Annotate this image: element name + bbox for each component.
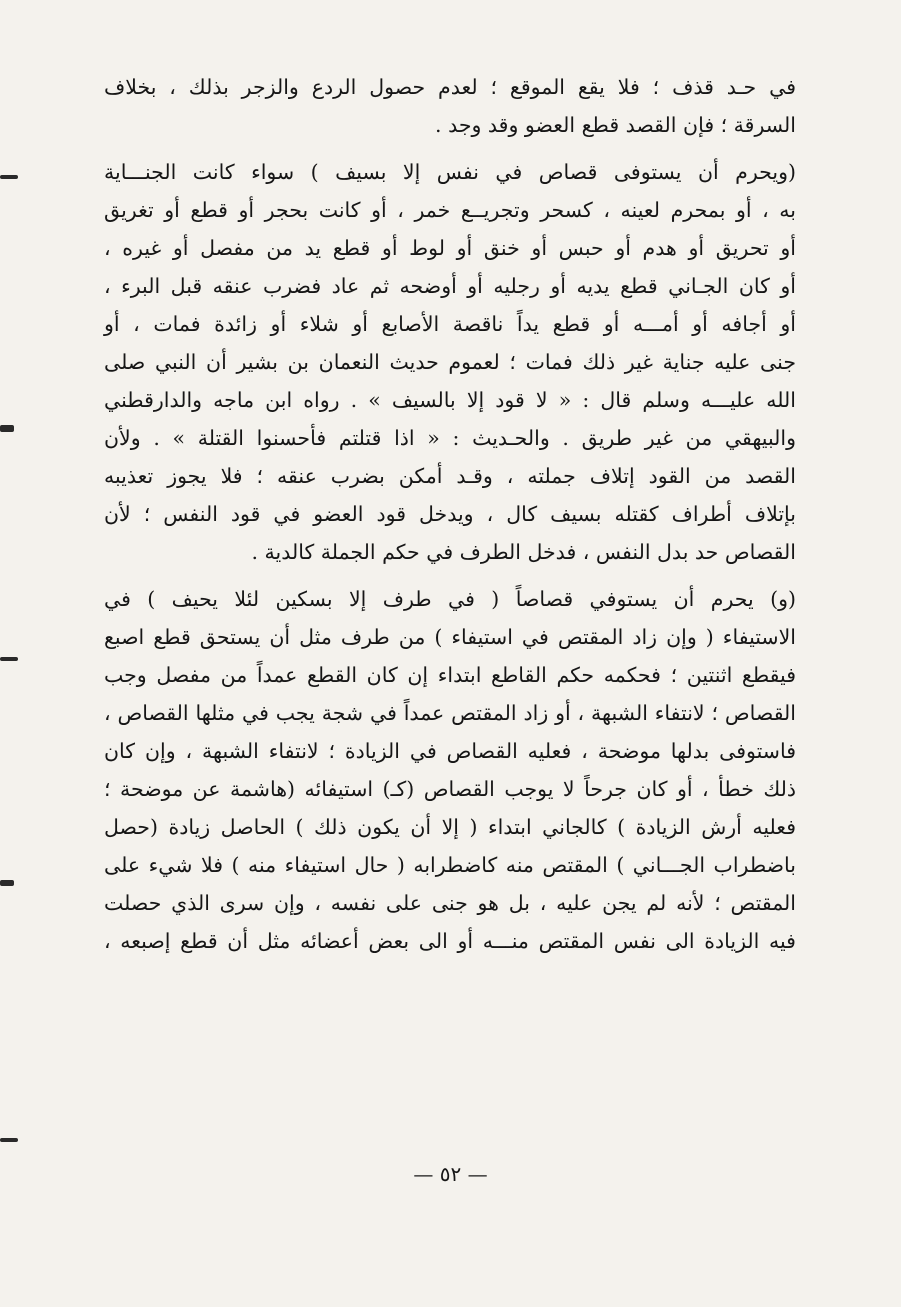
paragraph-2 [104,153,796,571]
page-number: — ٥٢ — [413,1162,488,1186]
text-line: أو تحريق أو هدم أو حبس أو خنق أو لوط أو قطع يد من مفصل أو غيره ، [104,236,796,260]
text-line: السرقة ؛ فإن القصد قطع العضو وقد وجد . [435,113,796,137]
margin-mark [0,425,14,432]
text-line: فاستوفى بدلها موضحة ، فعليه القصاص في الزيادة ؛ لانتفاء الشبهة ، وإن كان [104,739,796,763]
margin-mark [0,175,18,179]
text-line: فيه الزيادة الى نفس المقتص منـــه أو الى بعض أعضائه مثل أن قطع إصبعه ، [104,929,796,953]
paragraph-3 [104,580,796,960]
margin-mark [0,880,14,886]
text-line: أو كان الجـاني قطع يديه أو رجليه أو أوضحه ثم عاد فضرب عنقه قبل البرء ، [104,274,796,298]
text-line: الاستيفاء ( وإن زاد المقتص في استيفاء ) من طرف مثل أن يستحق قطع اصبع [104,625,796,649]
text-line: الله عليـــه وسلم قال : « لا قود إلا بالسيف » . رواه ابن ماجه والدارقطني [104,388,796,412]
text-line: باضطراب الجـــاني ) المقتص منه كاضطرابه ( حال استيفاء منه ) فلا شيء على [104,853,796,877]
text-line: المقتص ؛ لأنه لم يجن عليه ، بل هو جنى على نفسه ، وإن سرى الذي حصلت [104,891,796,915]
text-line: (ويحرم أن يستوفى قصاص في نفس إلا بسيف ) سواء كانت الجنـــاية [104,160,796,184]
page-body [104,68,796,960]
margin-mark [0,657,18,661]
text-line: جنى عليه جناية غير ذلك فمات ؛ لعموم حديث النعمان بن بشير أن النبي صلى [104,350,796,374]
margin-mark [0,1138,18,1142]
text-line: به ، أو بمحرم لعينه ، كسحر وتجريــع خمر ، أو كانت بحجر أو قطع أو تغريق [104,198,796,222]
text-line: أو أجافه أو أمـــه أو قطع يداً ناقصة الأصابع أو شلاء أو زائدة فمات ، أو [104,312,796,336]
text-line: (و) يحرم أن يستوفي قصاصاً ( في طرف إلا بسكين لئلا يحيف ) في [104,587,796,611]
text-line: والبيهقي من غير طريق . والحـديث : « اذا قتلتم فأحسنوا القتلة » . ولأن [104,426,796,450]
text-line: ذلك خطأ ، أو كان جرحاً لا يوجب القصاص (كـ) استيفائه (هاشمة عن موضحة ؛ [104,777,796,801]
text-line: القصاص حد بدل النفس ، فدخل الطرف في حكم الجملة كالدية . [251,540,796,564]
text-line: القصد من القود إتلاف جملته ، وقـد أمكن بضرب عنقه ؛ فلا يجوز تعذيبه [104,464,796,488]
paragraph-1 [104,68,796,144]
text-line: فيقطع اثنتين ؛ فحكمه حكم القاطع ابتداء إن كان القطع عمداً من مفصل وجب [104,663,796,687]
text-line: في حـد قذف ؛ فلا يقع الموقع ؛ لعدم حصول الردع والزجر بذلك ، بخلاف [104,75,796,99]
text-line: القصاص ؛ لانتفاء الشبهة ، أو زاد المقتص عمداً في شجة يجب في مثلها القصاص ، [104,701,796,725]
text-line: فعليه أرش الزيادة ) كالجاني ابتداء ( إلا أن يكون ذلك ) الحاصل زيادة (حصل [104,815,796,839]
text-line: بإتلاف أطراف كقتله بسيف كال ، ويدخل قود العضو في قود النفس ؛ لأن [104,502,796,526]
